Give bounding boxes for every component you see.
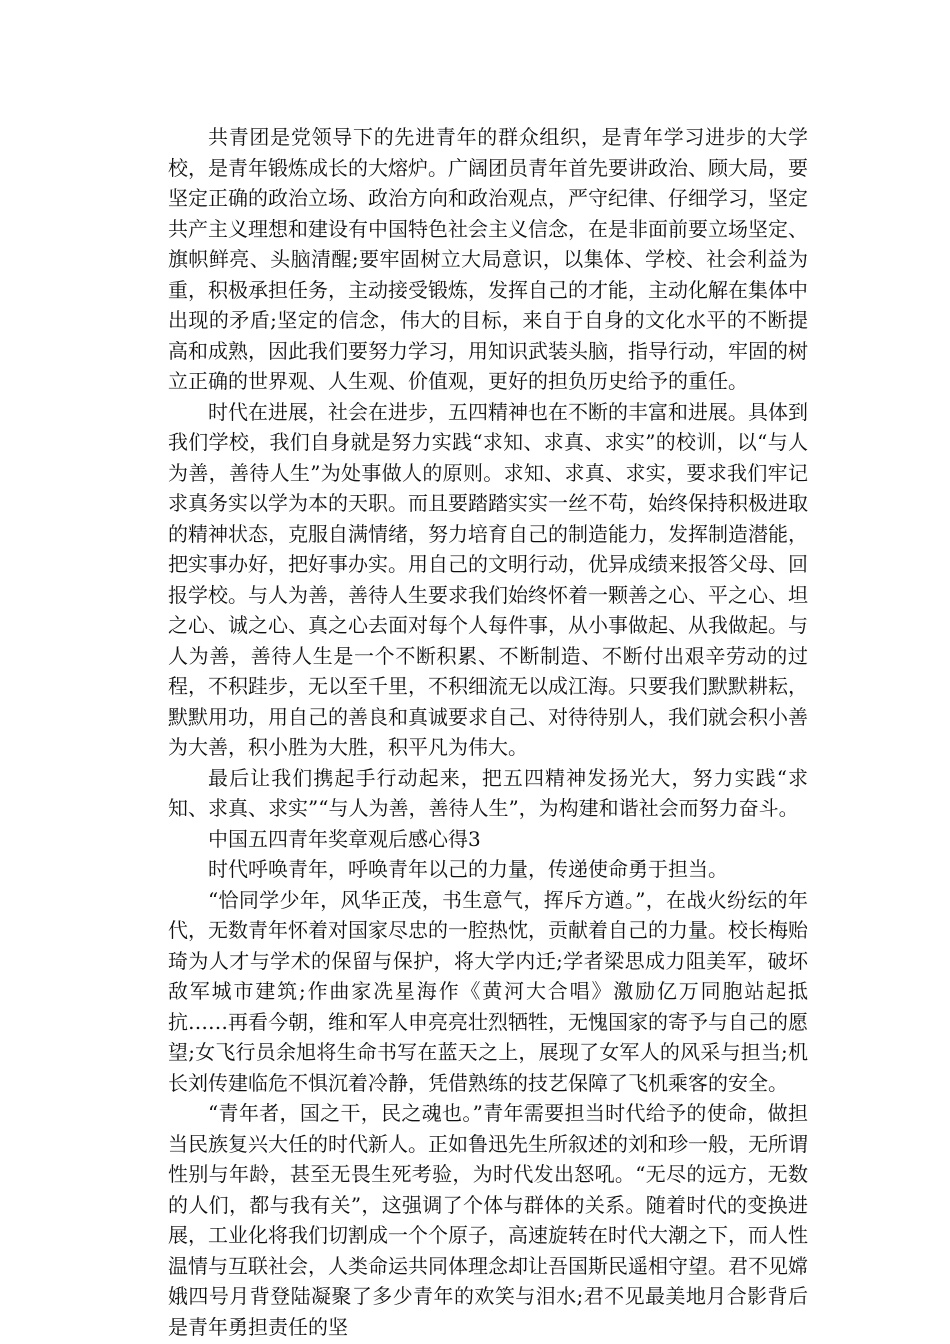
paragraph-may-fourth-spirit: 时代在进展，社会在进步，五四精神也在不断的丰富和进展。具体到我们学校，我们自身就是努力实践“求知、求真、求实”的校训，以“与人为善，善待人生”为处事做人的原则。求知、求真、求实，要求我们牢记求真务实以学为本的天职。而且要踏踏实实一丝不苟，始终保持积极进取的精神状态，克服自满情绪，努力培育自己的制造能力，发挥制造潜能，把实事办好，把好事办实。用自己的文明行动，优异成绩来报答父母、回报学校。与人为善，善待人生要求我们始终怀着一颗善之心、平之心、坦之心、诚之心、真之心去面对每个人每件事，从小事做起、从我做起。与人为善，善待人生是一个不断积累、不断制造、不断付出艰辛劳动的过程，不积跬步，无以至千里，不积细流无以成江海。只要我们默默耕耘，默默用功，用自己的善良和真诚要求自己、对待待别人，我们就会积小善为大善，积小胜为大胜，积平凡为伟大。 <box>168 399 808 759</box>
paragraph-youth-league: 共青团是党领导下的先进青年的群众组织，是青年学习进步的大学校，是青年锻炼成长的大熔炉。广阔团员青年首先要讲政治、顾大局，要坚定正确的政治立场、政治方向和政治观点，严守纪律、仔细学习，坚定共产主义理想和建设有中国特色社会主义信念，在是非面前要立场坚定、旗帜鲜亮、头脑清醒;要牢固树立大局意识，以集体、学校、社会利益为重，积极承担任务，主动接受锻炼，发挥自己的才能，主动化解在集体中出现的矛盾;坚定的信念，伟大的目标，来自于自身的文化水平的不断提高和成熟，因此我们要努力学习，用知识武装头脑，指导行动，牢固的树立正确的世界观、人生观、价值观，更好的担负历史给予的重任。 <box>168 125 808 393</box>
paragraph-student-youth: “恰同学少年，风华正茂，书生意气，挥斥方遒。”，在战火纷纭的年代，无数青年怀着对国家尽忠的一腔热忱，贡献着自己的力量。校长梅贻琦为人才与学术的保留与保护，将大学内迁;学者梁思成力阻美军，破坏敌军城市建筑;作曲家冼星海作《黄河大合唱》激励亿万同胞站起抵抗……再看今朝，维和军人申亮亮壮烈牺牲，无愧国家的寄予与自己的愿望;女飞行员余旭将生命书写在蓝天之上，展现了女军人的风采与担当;机长刘传建临危不惧沉着冷静，凭借熟练的技艺保障了飞机乘客的安全。 <box>168 887 808 1095</box>
paragraph-youth-nation: “青年者，国之干，民之魂也。”青年需要担当时代给予的使命，做担当民族复兴大任的时代新人。正如鲁迅先生所叙述的刘和珍一般，无所谓性别与年龄，甚至无畏生死考验，为时代发出怒吼。“无尽的远方，无数的人们，都与我有关”，这强调了个体与群体的关系。随着时代的变换进展，工业化将我们切割成一个个原子，高速旋转在时代大潮之下，而人性温情与互联社会，人类命运共同体理念却让吾国斯民遥相守望。君不见嫦娥四号月背登陆凝聚了多少青年的欢笑与泪水;君不见最美地月合影背后是青年勇担责任的坚 <box>168 1101 808 1339</box>
section-heading: 中国五四青年奖章观后感心得3 <box>208 826 481 851</box>
document-body <box>168 122 808 1342</box>
paragraph-closing-call: 最后让我们携起手行动起来，把五四精神发扬光大，努力实践“求知、求真、求实”“与人为善，善待人生”，为构建和谐社会而努力奋斗。 <box>168 765 808 820</box>
paragraph-era-calls-youth: 时代呼唤青年，呼唤青年以己的力量，传递使命勇于担当。 <box>208 857 728 881</box>
